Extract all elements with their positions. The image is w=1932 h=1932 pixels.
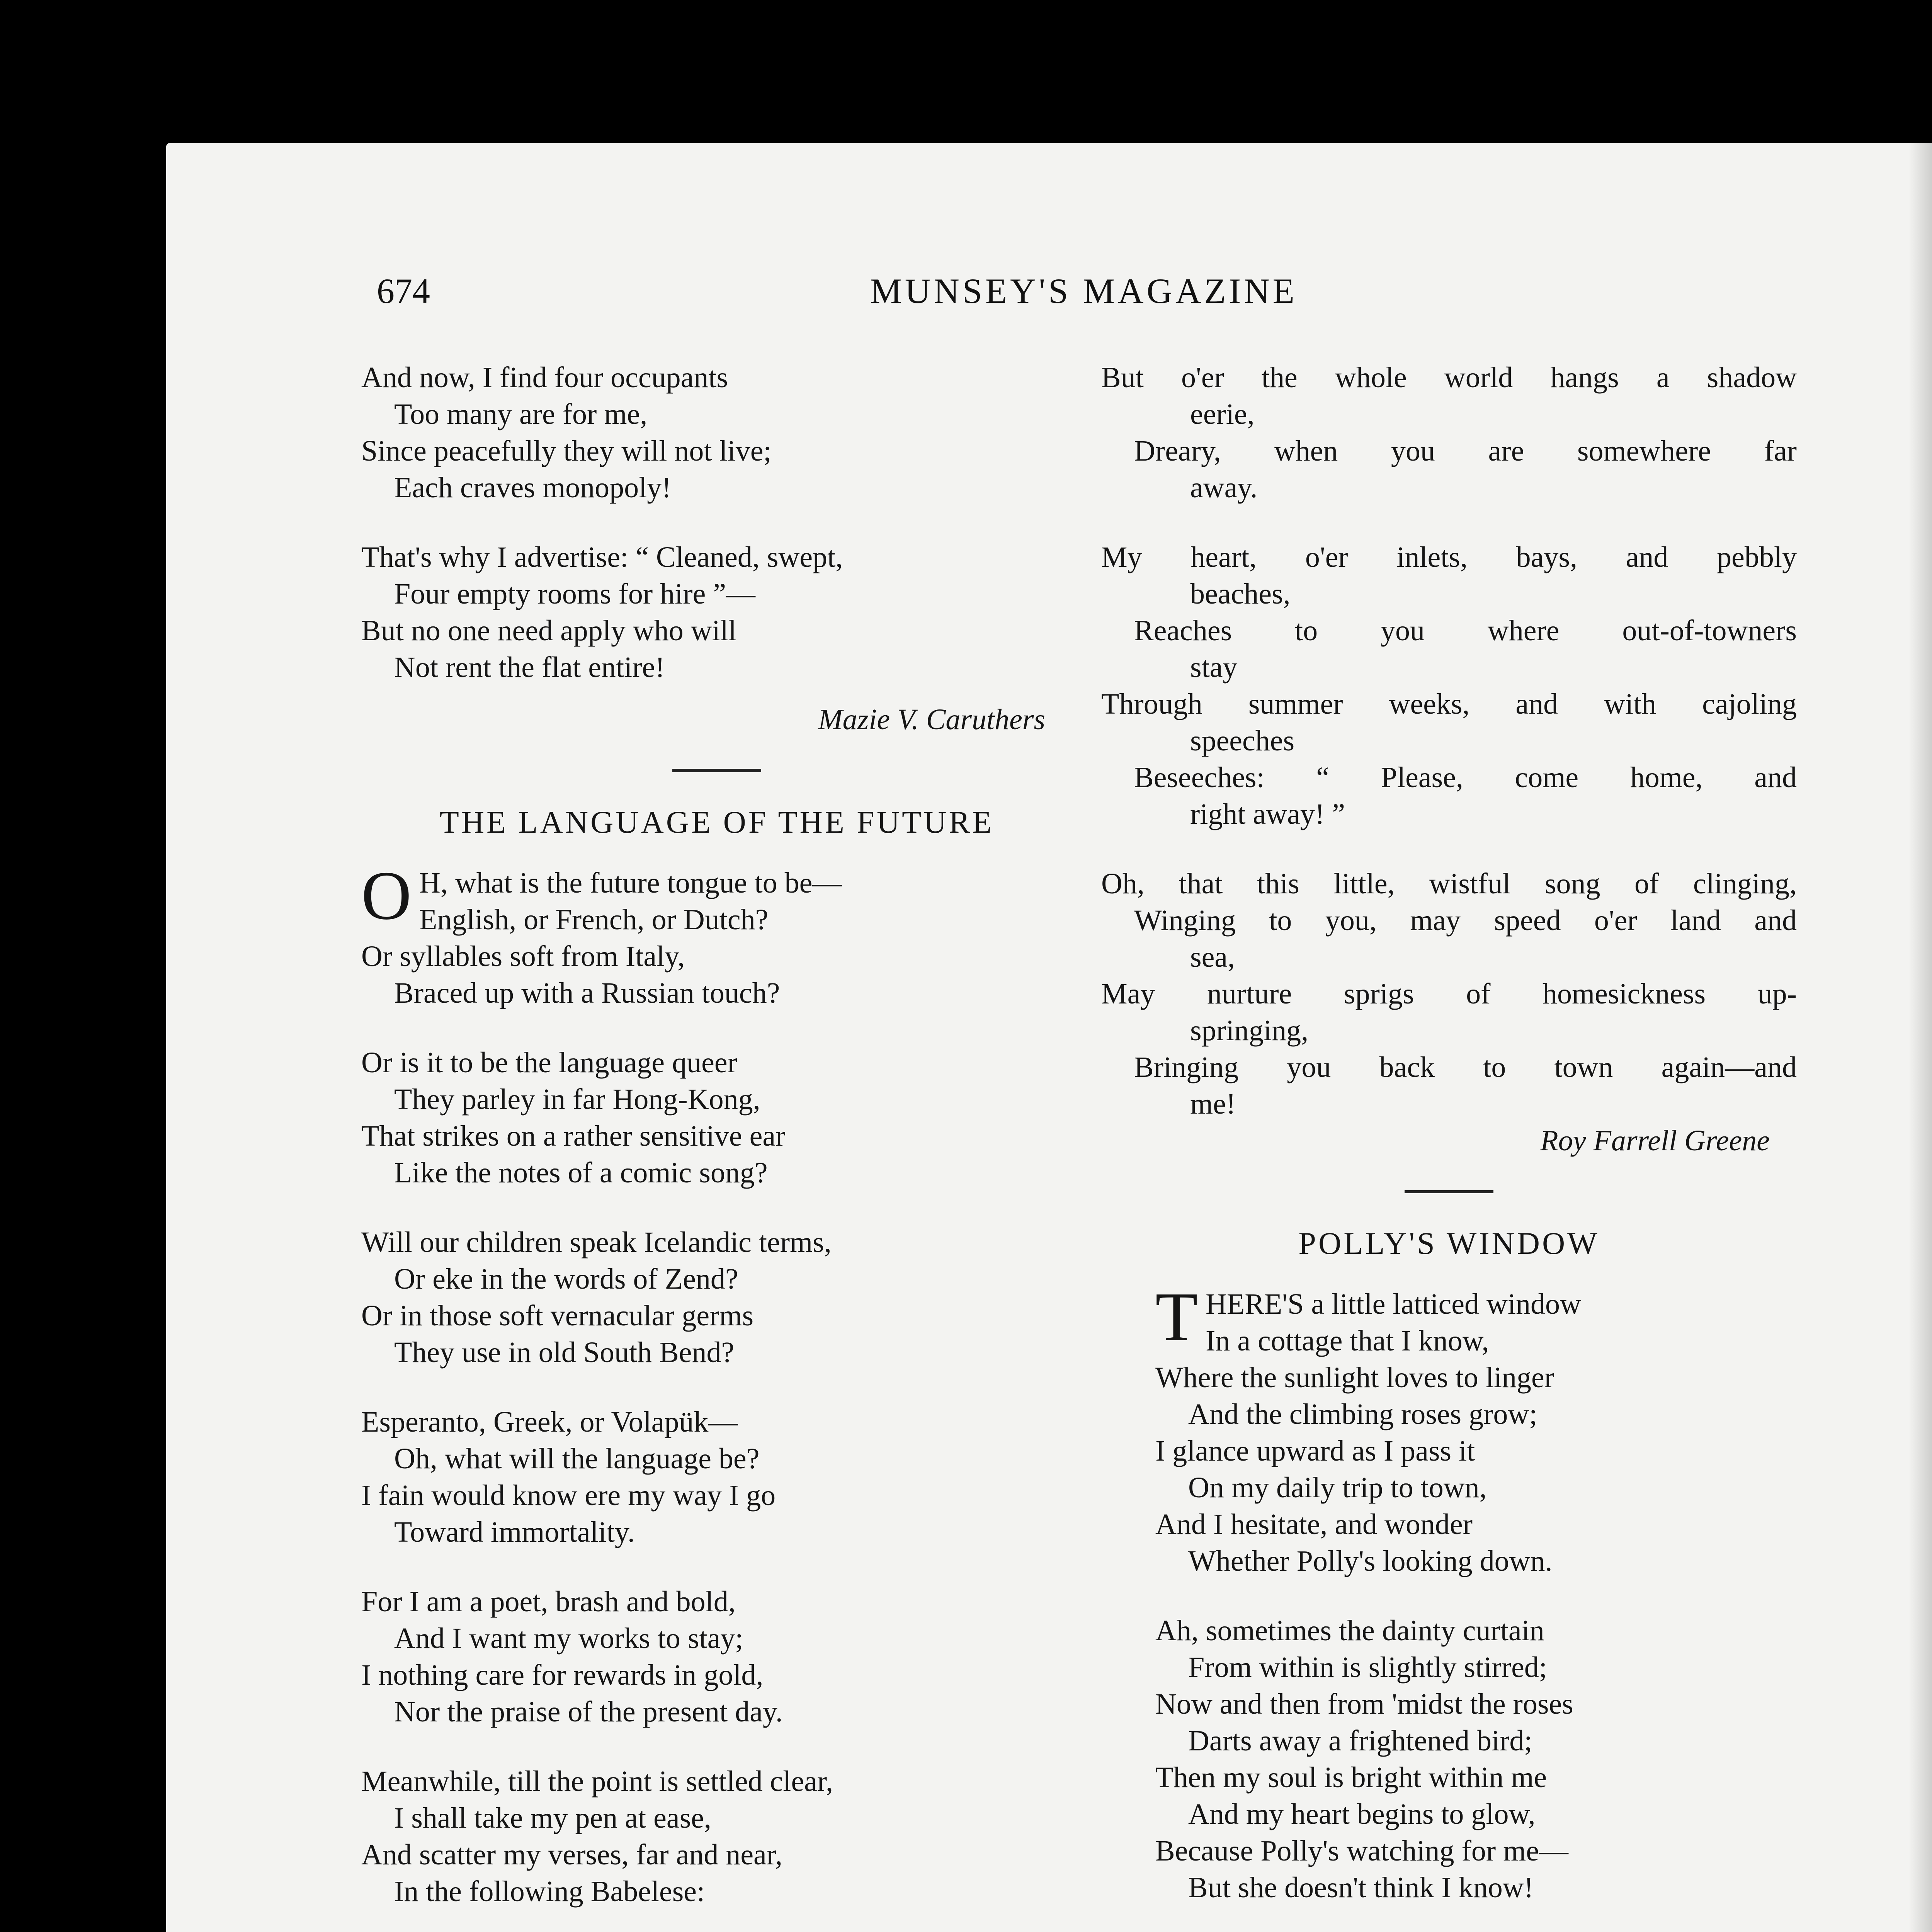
verse-line: Ah, sometimes the dainty curtain (1155, 1614, 1544, 1647)
verse-line: Each craves monopoly! (394, 471, 672, 504)
verse-line: They parley in far Hong-Kong, (394, 1083, 760, 1116)
verse-line: But o'er the whole world hangs a shadow (1101, 361, 1797, 394)
verse-line: springing, (1190, 1014, 1309, 1047)
verse-line: Reaches to you where out-of-towners (1134, 614, 1797, 647)
poem2-stanza (361, 1224, 1072, 1371)
verse-line: But no one need apply who will (361, 614, 736, 647)
left-column (361, 359, 1072, 1932)
verse-line: In a cottage that I know, (1205, 1325, 1489, 1357)
page-number: 674 (377, 271, 430, 311)
gutter-shadow (1909, 143, 1932, 1932)
verse-line: Because Polly's watching for me— (1155, 1835, 1569, 1867)
poem2-stanza (361, 1044, 1072, 1191)
verse-line: And my heart begins to glow, (1188, 1798, 1536, 1830)
verse-line: sea, (1190, 941, 1235, 973)
poem2-title: THE LANGUAGE OF THE FUTURE (439, 804, 994, 840)
verse-line: They use in old South Bend? (394, 1336, 735, 1369)
page-header (377, 270, 1791, 317)
verse-line: me! (1190, 1088, 1236, 1120)
verse-line: right away! ” (1190, 798, 1345, 830)
verse-line: And the climbing roses grow; (1188, 1398, 1537, 1430)
verse-line: eerie, (1190, 398, 1255, 430)
verse-line: In the following Babelese: (394, 1875, 705, 1908)
verse-line: Oh, what will the language be? (394, 1442, 760, 1475)
verse-line: Four empty rooms for hire ”— (394, 578, 756, 610)
verse-line: Whether Polly's looking down. (1188, 1545, 1553, 1577)
poem4-dropcap: T (1155, 1278, 1198, 1355)
verse-line: Or is it to be the language queer (361, 1046, 737, 1079)
running-title: MUNSEY'S MAGAZINE (870, 271, 1298, 311)
verse-line: And I hesitate, and wonder (1155, 1508, 1473, 1541)
verse-line: I fain would know ere my way I go (361, 1479, 776, 1512)
poem1-stanza (361, 359, 1072, 506)
poem2-stanza (361, 1404, 1072, 1551)
verse-line: And scatter my verses, far and near, (361, 1838, 783, 1871)
verse-line: Or eke in the words of Zend? (394, 1263, 738, 1295)
verse-line: Since peacefully they will not live; (361, 435, 772, 467)
poem3-author: Roy Farrell Greene (1540, 1124, 1770, 1157)
verse-line: Esperanto, Greek, or Volapük— (361, 1406, 738, 1438)
poem2-stanza (361, 1583, 1072, 1730)
verse-line: Where the sunlight loves to linger (1155, 1361, 1554, 1394)
verse-line: Or syllables soft from Italy, (361, 940, 685, 973)
poem4-title: POLLY'S WINDOW (1298, 1226, 1600, 1261)
verse-line: Nor the praise of the present day. (394, 1696, 783, 1728)
verse-line: Toward immortality. (394, 1516, 635, 1548)
verse-line: On my daily trip to town, (1188, 1471, 1487, 1504)
verse-line: Or in those soft vernacular germs (361, 1299, 754, 1332)
verse-line: Too many are for me, (394, 398, 648, 430)
verse-line: I nothing care for rewards in gold, (361, 1659, 764, 1691)
verse-line: And I want my works to stay; (394, 1622, 743, 1655)
verse-line: May nurture sprigs of homesickness up- (1101, 978, 1797, 1010)
verse-line: And now, I find four occupants (361, 361, 728, 394)
verse-line: Beseeches: “ Please, come home, and (1134, 761, 1797, 794)
poem3-stanza (1101, 359, 1797, 506)
verse-line: speeches (1190, 724, 1295, 757)
verse-line: beaches, (1190, 578, 1291, 610)
verse-line: H, what is the future tongue to be— (419, 867, 842, 899)
section-rule (672, 769, 761, 772)
verse-line: Then my soul is bright within me (1155, 1761, 1547, 1794)
poem2-dropcap: O (361, 857, 412, 934)
verse-line: Through summer weeks, and with cajoling (1101, 688, 1797, 720)
verse-line: Like the notes of a comic song? (394, 1156, 768, 1189)
verse-line: English, or French, or Dutch? (419, 903, 769, 936)
verse-line: Winging to you, may speed o'er land and (1134, 904, 1797, 937)
verse-line: HERE'S a little latticed window (1205, 1288, 1581, 1320)
poem2-stanza (361, 1763, 1072, 1910)
section-rule (1405, 1190, 1493, 1193)
verse-line: Oh, that this little, wistful song of clinging, (1101, 867, 1797, 900)
verse-line: I shall take my pen at ease, (394, 1802, 711, 1834)
verse-line: Braced up with a Russian touch? (394, 977, 780, 1009)
right-column (1101, 359, 1797, 1932)
verse-line: That's why I advertise: “ Cleaned, swept, (361, 541, 843, 573)
poem1-author: Mazie V. Caruthers (818, 703, 1045, 736)
verse-line: Now and then from 'midst the roses (1155, 1688, 1573, 1720)
verse-line: For I am a poet, brash and bold, (361, 1585, 736, 1618)
poem4-body (1101, 1278, 1797, 1932)
verse-line: Dreary, when you are somewhere far (1134, 435, 1797, 467)
poem1-stanza (361, 539, 1072, 686)
poem2-stanza (361, 857, 1072, 1012)
poem3-stanza (1101, 539, 1797, 833)
verse-line: stay (1190, 651, 1238, 684)
verse-line: away. (1190, 471, 1258, 504)
verse-line: That strikes on a rather sensitive ear (361, 1120, 786, 1152)
verse-line: Not rent the flat entire! (394, 651, 665, 684)
verse-line: Will our children speak Icelandic terms, (361, 1226, 832, 1259)
verse-line: Meanwhile, till the point is settled clear, (361, 1765, 833, 1798)
verse-line: Bringing you back to town again—and (1134, 1051, 1797, 1083)
verse-line: But she doesn't think I know! (1188, 1871, 1534, 1904)
poem4-stanza (1155, 1612, 1797, 1906)
poem4-stanza (1155, 1278, 1797, 1580)
verse-line: My heart, o'er inlets, bays, and pebbly (1101, 541, 1797, 573)
verse-line: From within is slightly stirred; (1188, 1651, 1547, 1684)
poem3-stanza (1101, 866, 1797, 1122)
verse-line: Darts away a frightened bird; (1188, 1725, 1532, 1757)
verse-line: I glance upward as I pass it (1155, 1435, 1475, 1467)
